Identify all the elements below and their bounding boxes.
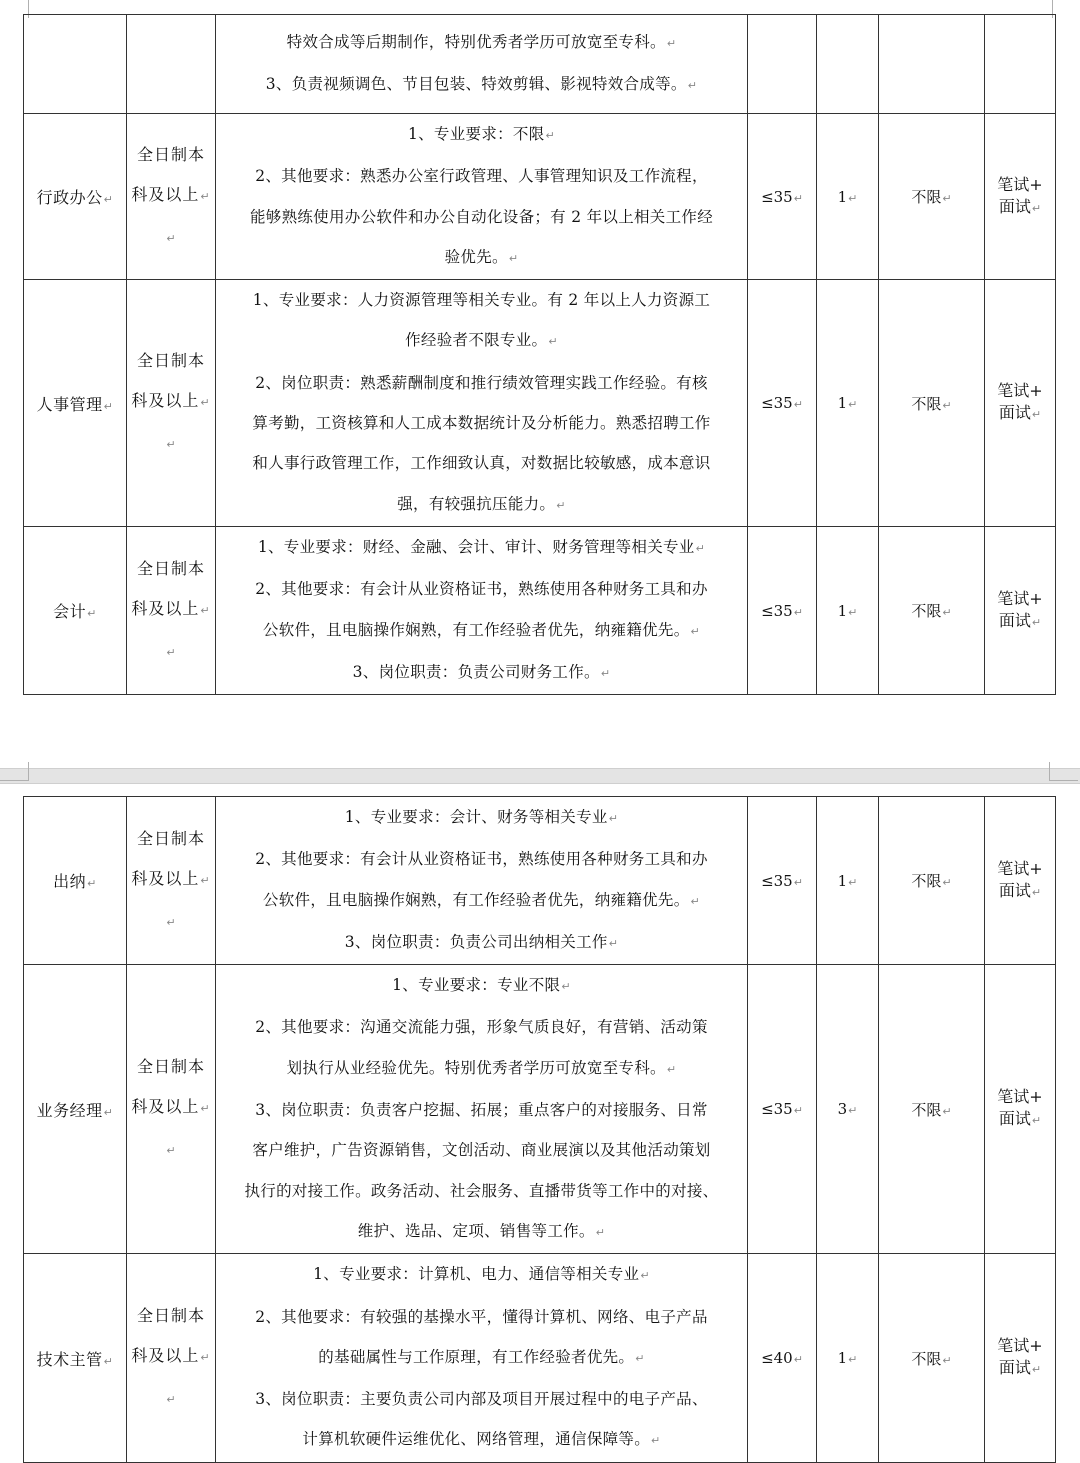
other-requirement-value: 不限 — [911, 1349, 942, 1368]
exam-line: 笔试+ — [997, 588, 1043, 608]
paragraph-mark: ↵ — [848, 605, 858, 619]
other-requirement-value: 不限 — [911, 188, 942, 207]
job-description-cell — [216, 797, 748, 965]
age-limit-value: ≤35 — [761, 601, 793, 620]
description-line: 划执行从业经验优先。特别优秀者学历可放宽至专科。↵ — [286, 1058, 677, 1077]
description-line: 1、专业要求：专业不限↵ — [392, 976, 571, 995]
paragraph-mark: ↵ — [600, 666, 611, 680]
other-requirement-value: 不限 — [911, 872, 942, 891]
description-line: 3、岗位职责：负责客户挖掘、拓展；重点客户的对接服务、日常 — [255, 1101, 708, 1120]
description-line: 3、岗位职责：负责公司财务工作。↵ — [352, 662, 611, 681]
paragraph-mark: ↵ — [1031, 201, 1042, 215]
position-name: 人事管理 — [36, 394, 103, 414]
other-requirement-cell — [879, 280, 985, 527]
description-line: 3、岗位职责：主要负责公司内部及项目开展过程中的电子产品、 — [255, 1390, 708, 1409]
paragraph-mark: ↵ — [166, 231, 177, 245]
paragraph-mark: ↵ — [200, 396, 211, 410]
education-line: 科及以上↵ — [131, 598, 211, 618]
paragraph-mark: ↵ — [695, 541, 706, 555]
exam-line: 面试↵ — [998, 880, 1042, 900]
paragraph-mark: ↵ — [200, 189, 211, 203]
page-corner-mark — [1052, 0, 1080, 18]
paragraph-mark: ↵ — [635, 1351, 645, 1365]
description-line: 2、其他要求：有较强的基操水平，懂得计算机、网络、电子产品 — [255, 1307, 708, 1326]
other-requirement-cell — [879, 1254, 985, 1462]
paragraph-mark: ↵ — [793, 1353, 803, 1366]
exam-line: 面试↵ — [998, 196, 1042, 216]
paragraph-mark: ↵ — [942, 398, 952, 412]
description-line: 验优先。↵ — [444, 247, 519, 266]
description-line: 计算机软硬件运维优化、网络管理，通信保障等。↵ — [302, 1430, 661, 1449]
paragraph-mark: ↵ — [848, 1104, 858, 1118]
exam-line: 笔试+ — [997, 858, 1043, 878]
education-line: 全日制本 — [136, 558, 205, 578]
page-corner-mark — [0, 762, 29, 781]
paragraph-mark: ↵ — [793, 398, 803, 412]
paragraph-mark: ↵ — [848, 398, 858, 412]
age-limit-cell — [748, 797, 817, 965]
paragraph-mark: ↵ — [200, 1351, 211, 1364]
description-line: 2、其他要求：沟通交流能力强，形象气质良好，有营销、活动策 — [255, 1018, 708, 1037]
table-row — [24, 114, 1056, 280]
education-line — [127, 217, 215, 259]
education-line: 科及以上↵ — [131, 391, 211, 411]
table-row — [24, 965, 1056, 1254]
other-requirement-value: 不限 — [911, 394, 942, 413]
paragraph-mark: ↵ — [103, 193, 114, 207]
education-line — [127, 631, 215, 673]
recruitment-table — [23, 796, 1056, 1463]
table-row — [24, 797, 1056, 965]
description-line: 1、专业要求：财经、金融、会计、审计、财务管理等相关专业↵ — [257, 537, 706, 556]
other-requirement-cell — [879, 114, 985, 280]
description-line: 1、专业要求：人力资源管理等相关专业。有 2 年以上人力资源工 — [252, 291, 711, 310]
exam-method-cell — [985, 965, 1056, 1254]
exam-line: 面试↵ — [998, 1109, 1042, 1129]
education-cell — [127, 526, 216, 694]
description-line: 执行的对接工作。政务活动、社会服务、直播带货等工作中的对接、 — [244, 1181, 719, 1200]
paragraph-mark: ↵ — [666, 36, 677, 50]
headcount-value: 3 — [837, 1100, 848, 1119]
education-line — [127, 1129, 215, 1171]
exam-line: 面试↵ — [998, 610, 1042, 630]
headcount-value: 1 — [837, 394, 848, 413]
paragraph-mark: ↵ — [87, 607, 97, 621]
position-name: 技术主管 — [36, 1349, 103, 1369]
position-cell — [24, 280, 127, 527]
table-row — [24, 526, 1056, 694]
description-line: 1、专业要求：不限↵ — [407, 125, 556, 143]
other-requirement-cell — [879, 526, 985, 694]
education-line — [127, 1378, 215, 1420]
job-description-cell — [216, 280, 748, 527]
paragraph-mark: ↵ — [103, 1354, 114, 1368]
table-row — [24, 15, 1056, 114]
paragraph-mark: ↵ — [793, 875, 803, 889]
age-limit-value: ≤40 — [761, 1349, 793, 1367]
description-line: 的基础属性与工作原理，有工作经验者优先。↵ — [318, 1347, 645, 1366]
paragraph-mark: ↵ — [942, 876, 952, 890]
education-line: 科及以上↵ — [131, 184, 211, 204]
paragraph-mark: ↵ — [166, 915, 177, 929]
headcount-value: 1 — [837, 601, 848, 620]
paragraph-mark: ↵ — [793, 1104, 803, 1118]
paragraph-mark: ↵ — [1031, 408, 1042, 422]
paragraph-mark: ↵ — [690, 624, 701, 638]
headcount-cell — [817, 526, 879, 694]
paragraph-mark: ↵ — [508, 251, 519, 265]
job-description-cell — [216, 114, 748, 280]
table-row — [24, 280, 1056, 527]
education-line: 全日制本 — [136, 828, 205, 848]
description-line: 3、岗位职责：负责公司出纳相关工作↵ — [344, 932, 619, 951]
paragraph-mark: ↵ — [200, 603, 211, 617]
age-limit-value: ≤35 — [761, 871, 793, 890]
age-limit-value: ≤35 — [761, 187, 793, 206]
paragraph-mark: ↵ — [793, 191, 803, 205]
exam-line: 笔试+ — [997, 1087, 1043, 1107]
other-requirement-cell — [879, 797, 985, 965]
education-line: 全日制本 — [136, 1306, 205, 1325]
paragraph-mark: ↵ — [848, 191, 858, 205]
description-line: 2、其他要求：有会计从业资格证书，熟练使用各种财务工具和办 — [255, 580, 708, 599]
headcount-value: 1 — [837, 1349, 848, 1367]
paragraph-mark: ↵ — [166, 1393, 177, 1406]
other-requirement-cell — [879, 965, 985, 1254]
headcount-value: 1 — [837, 871, 848, 890]
headcount-cell — [817, 1254, 879, 1462]
paragraph-mark: ↵ — [690, 894, 701, 908]
job-description-cell — [216, 1254, 748, 1462]
age-limit-cell — [748, 1254, 817, 1462]
paragraph-mark: ↵ — [1031, 885, 1042, 899]
education-line: 全日制本 — [136, 1057, 205, 1077]
paragraph-mark: ↵ — [556, 498, 566, 512]
description-line: 算考勤，工资核算和人工成本数据统计及分析能力。熟悉招聘工作 — [252, 414, 711, 433]
description-line: 公软件，且电脑操作娴熟，有工作经验者优先，纳雍籍优先。↵ — [262, 620, 701, 639]
paragraph-mark: ↵ — [1031, 1363, 1042, 1376]
education-line — [127, 901, 215, 943]
description-line: 1、专业要求：计算机、电力、通信等相关专业↵ — [313, 1265, 650, 1284]
age-limit-cell — [748, 280, 817, 527]
paragraph-mark: ↵ — [793, 605, 803, 619]
paragraph-mark: ↵ — [848, 1353, 858, 1366]
exam-method-cell — [985, 114, 1056, 280]
position-cell — [24, 797, 127, 965]
description-line: 2、岗位职责：熟悉薪酬制度和推行绩效管理实践工作经验。有核 — [255, 373, 708, 392]
education-cell — [127, 280, 216, 527]
description-line: 3、负责视频调色、节目包装、特效剪辑、影视特效合成等。↵ — [265, 75, 698, 93]
job-description-cell — [216, 15, 748, 114]
education-cell — [127, 965, 216, 1254]
job-description-cell — [216, 526, 748, 694]
position-cell — [24, 1254, 127, 1462]
headcount-cell — [817, 965, 879, 1254]
education-line: 科及以上↵ — [131, 868, 211, 888]
exam-line: 面试↵ — [998, 403, 1042, 423]
description-line: 2、其他要求：熟悉办公室行政管理、人事管理知识及工作流程， — [255, 167, 708, 186]
document-page-2 — [0, 784, 1080, 1458]
description-line: 特效合成等后期制作，特别优秀者学历可放宽至专科。↵ — [286, 32, 677, 51]
position-cell — [24, 114, 127, 280]
description-line: 能够熟练使用办公软件和办公自动化设备；有 2 年以上相关工作经 — [249, 207, 714, 226]
paragraph-mark: ↵ — [200, 1102, 211, 1116]
position-cell — [24, 965, 127, 1254]
description-line: 维护、选品、定项、销售等工作。↵ — [357, 1221, 606, 1240]
exam-method-cell — [985, 280, 1056, 527]
exam-line: 笔试+ — [997, 381, 1043, 401]
paragraph-mark: ↵ — [561, 980, 571, 994]
other-requirement-cell — [879, 15, 985, 114]
exam-method-cell — [985, 797, 1056, 965]
position-cell — [24, 526, 127, 694]
age-limit-value: ≤35 — [761, 1100, 793, 1119]
education-line: 全日制本 — [136, 351, 205, 371]
exam-line: 面试↵ — [998, 1358, 1042, 1377]
description-line: 作经验者不限专业。↵ — [405, 331, 558, 350]
education-line — [127, 423, 215, 465]
description-line: 公软件，且电脑操作娴熟，有工作经验者优先，纳雍籍优先。↵ — [262, 890, 701, 909]
paragraph-mark: ↵ — [848, 875, 858, 889]
headcount-cell — [817, 15, 879, 114]
page-gap — [0, 768, 1080, 784]
description-line: 1、专业要求：会计、财务等相关专业↵ — [344, 808, 619, 826]
paragraph-mark: ↵ — [640, 1269, 650, 1283]
education-line: 科及以上↵ — [131, 1346, 211, 1365]
paragraph-mark: ↵ — [166, 1144, 177, 1158]
page-corner-mark — [1049, 762, 1078, 781]
position-name: 出纳 — [53, 872, 87, 892]
paragraph-mark: ↵ — [1031, 1114, 1042, 1128]
exam-line: 笔试+ — [997, 174, 1043, 194]
job-description-cell — [216, 965, 748, 1254]
headcount-value: 1 — [837, 187, 848, 206]
paragraph-mark: ↵ — [103, 1105, 114, 1119]
age-limit-cell — [748, 15, 817, 114]
paragraph-mark: ↵ — [942, 1104, 952, 1118]
headcount-cell — [817, 797, 879, 965]
paragraph-mark: ↵ — [1031, 615, 1042, 629]
education-line: 全日制本 — [136, 144, 205, 164]
recruitment-table-continued — [23, 14, 1056, 695]
paragraph-mark: ↵ — [687, 79, 698, 92]
education-cell — [127, 1254, 216, 1462]
paragraph-mark: ↵ — [942, 606, 952, 620]
paragraph-mark: ↵ — [545, 129, 556, 142]
age-limit-cell — [748, 114, 817, 280]
paragraph-mark: ↵ — [166, 438, 177, 452]
age-limit-cell — [748, 526, 817, 694]
paragraph-mark: ↵ — [166, 645, 177, 659]
paragraph-mark: ↵ — [666, 1062, 677, 1076]
position-name: 会计 — [53, 602, 87, 622]
paragraph-mark: ↵ — [595, 1225, 606, 1239]
paragraph-mark: ↵ — [942, 192, 952, 206]
position-name: 行政办公 — [36, 188, 103, 208]
position-cell — [24, 15, 127, 114]
other-requirement-value: 不限 — [911, 602, 942, 621]
education-cell — [127, 114, 216, 280]
education-line: 科及以上↵ — [131, 1097, 211, 1117]
paragraph-mark: ↵ — [548, 335, 558, 349]
age-limit-cell — [748, 965, 817, 1254]
paragraph-mark: ↵ — [942, 1353, 952, 1367]
paragraph-mark: ↵ — [103, 399, 114, 413]
education-cell — [127, 797, 216, 965]
other-requirement-value: 不限 — [911, 1100, 942, 1119]
paragraph-mark: ↵ — [200, 873, 211, 887]
exam-line: 笔试+ — [997, 1336, 1043, 1355]
paragraph-mark: ↵ — [608, 812, 619, 825]
education-cell — [127, 15, 216, 114]
position-name: 业务经理 — [36, 1100, 103, 1120]
headcount-cell — [817, 280, 879, 527]
paragraph-mark: ↵ — [651, 1434, 661, 1448]
exam-method-cell — [985, 1254, 1056, 1462]
description-line: 强，有较强抗压能力。↵ — [397, 494, 566, 513]
description-line: 2、其他要求：有会计从业资格证书，熟练使用各种财务工具和办 — [255, 850, 708, 869]
exam-method-cell — [985, 526, 1056, 694]
description-line: 和人事行政管理工作，工作细致认真，对数据比较敏感，成本意识 — [252, 454, 711, 473]
paragraph-mark: ↵ — [608, 936, 619, 950]
age-limit-value: ≤35 — [761, 394, 793, 413]
table-row — [24, 1254, 1056, 1462]
exam-method-cell — [985, 15, 1056, 114]
paragraph-mark: ↵ — [87, 877, 97, 891]
description-line: 客户维护，广告资源销售，文创活动、商业展演以及其他活动策划 — [252, 1141, 711, 1160]
headcount-cell — [817, 114, 879, 280]
